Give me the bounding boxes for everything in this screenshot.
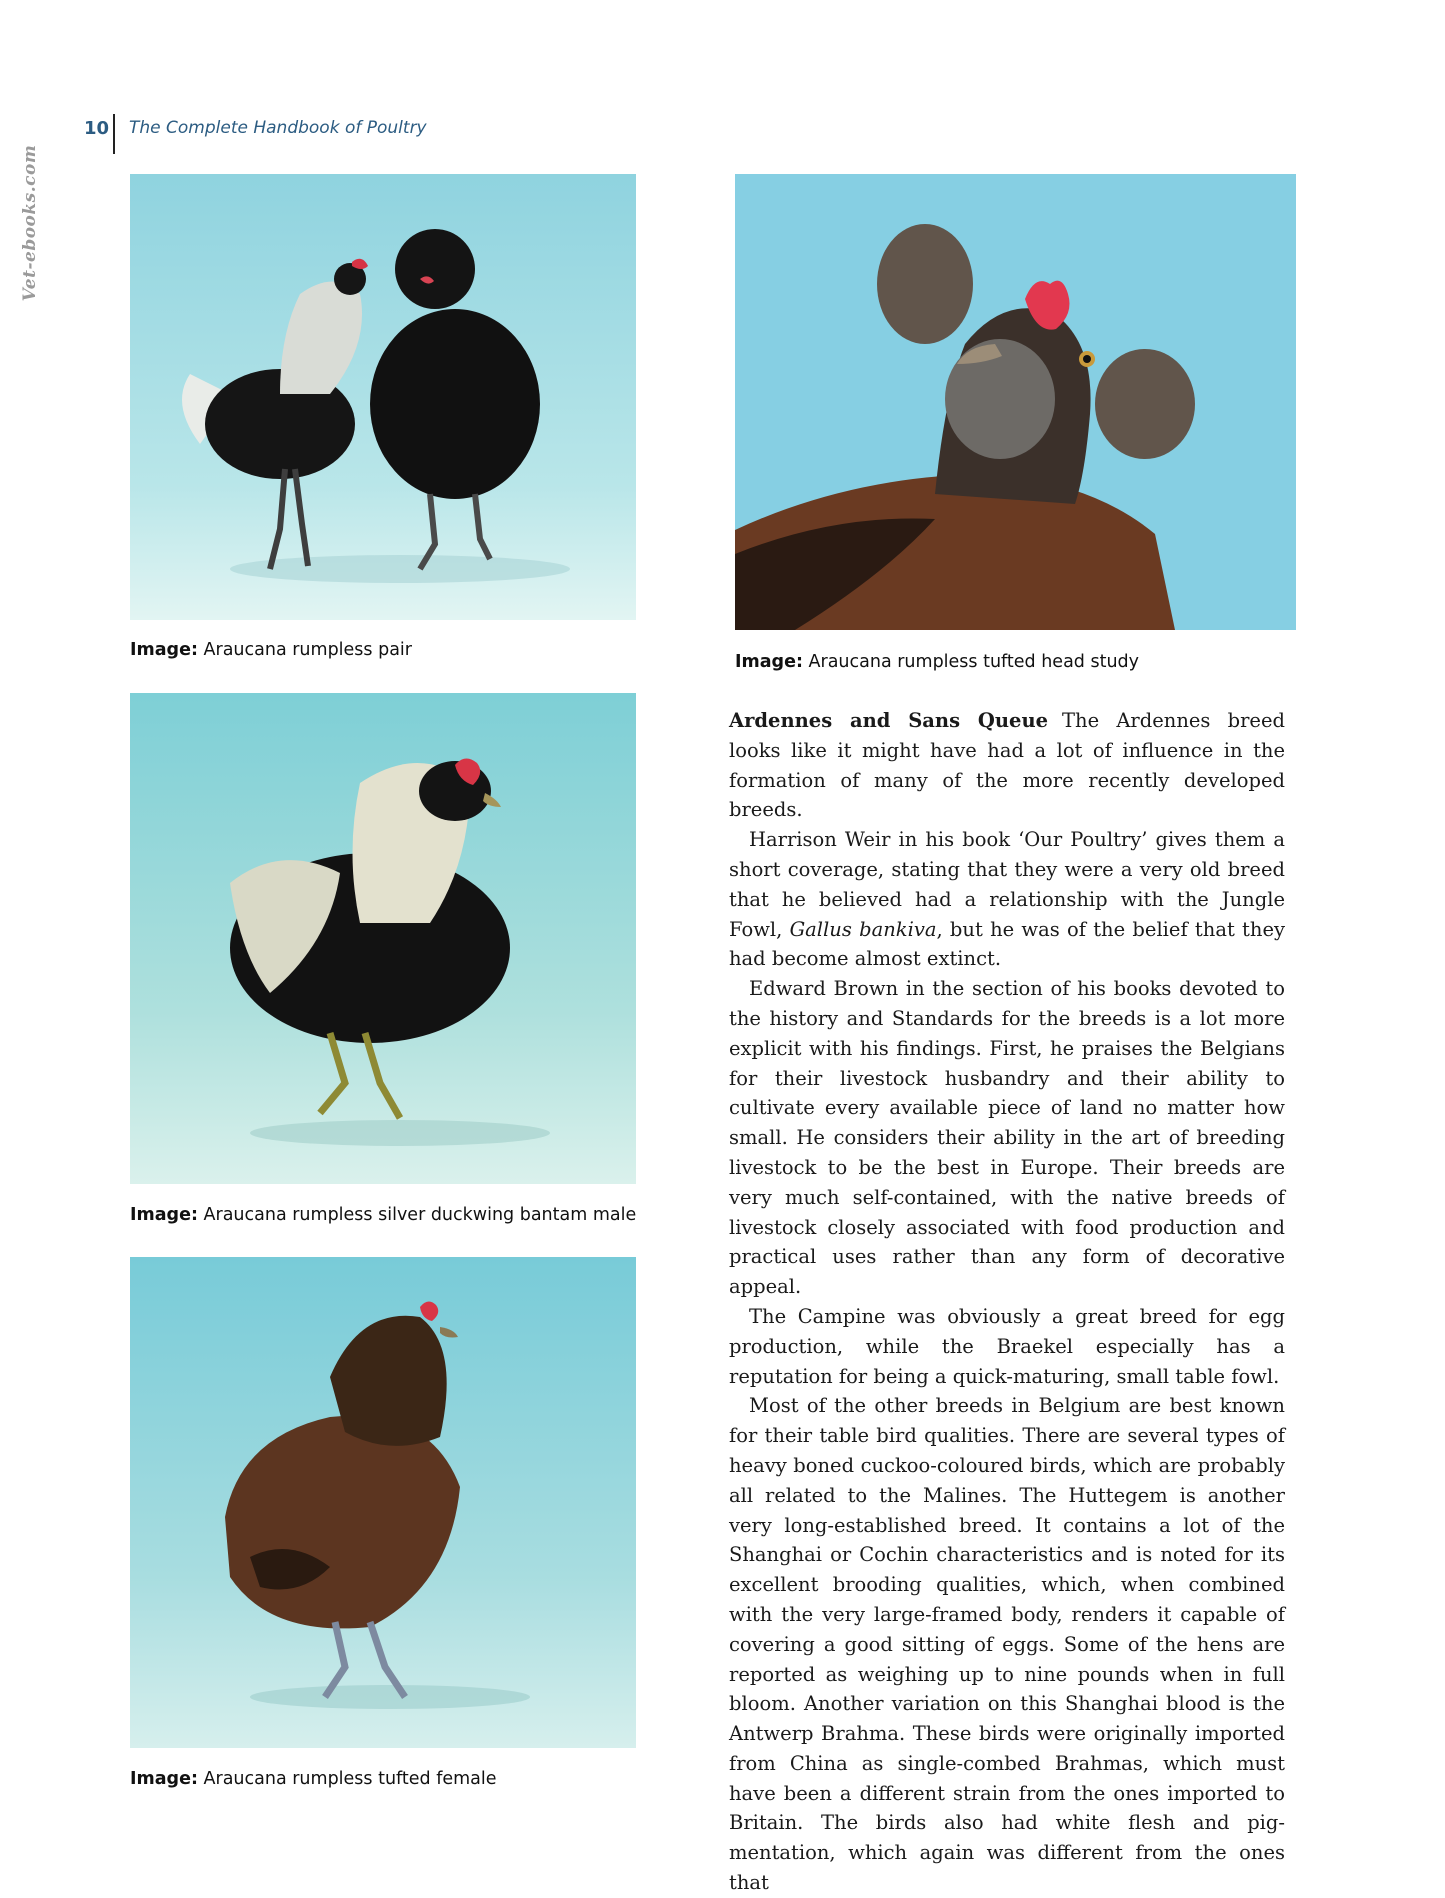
paragraph-text: Harrison Weir in his book ‘Our Poultry’ gives them a short coverage, stating that they were a very old breed that he believed had a relationship with the Jungle Fowl,: [729, 828, 1285, 941]
paragraph-text: The Ardennes breed looks like it might have had a lot of influence in the formation of many of the more recently developed breeds.: [729, 709, 1285, 822]
figure-caption: [735, 652, 1139, 672]
page-number: 10: [84, 118, 110, 139]
paragraph: The Campine was obviously a great breed for egg production, while the Braekel especially has a reputation for being a quick-maturing, small table fowl.: [729, 1304, 1285, 1388]
section-heading: Ardennes and Sans Queue: [729, 709, 1049, 732]
caption-text: Araucana rumpless tufted female: [203, 1769, 497, 1789]
caption-label: Image:: [130, 1205, 198, 1225]
paragraph: [729, 706, 1285, 825]
paragraph: Most of the other breeds in Belgium are best known for their table bird qualities. There are several types of heavy boned cuckoo-coloured birds, which are probably all related to the Malines. The Huttegem is another very long-established breed. It contains a lot of the Shanghai or Cochin characteristics and is noted for its excellent brooding qualities, which, when combined with the very large-framed body, renders it capable of covering a good sitting of eggs. Some of the hens are reported as weighing up to nine pounds when in full bloom. Another variation on this Shanghai blood is the Antwerp Brahma. These birds were originally imported from China as single-combed Brahmas, which must have been a different strain from the ones imported to Britain. The birds also had white flesh and pigmentation, which again was different from the ones that: [729, 1394, 1285, 1895]
figure-caption: [130, 1769, 497, 1789]
caption-text: Araucana rumpless pair: [203, 640, 412, 660]
paragraph: Edward Brown in the section of his books devoted to the history and Standards for the breeds is a lot more explicit with his findings. First, he praises the Belgians for their livestock husbandry and their ability to cultivate every available piece of land no matter how small. He considers their ability in the art of breeding livestock to be the best in Europe. Their breeds are very much self-contained, with the native breeds of livestock closely associated with food production and practical uses rather than any form of decorative appeal.: [729, 977, 1285, 1299]
figure-caption: [130, 640, 412, 660]
caption-text: Araucana rumpless silver duckwing bantam male: [203, 1205, 637, 1225]
header-divider: [113, 114, 115, 154]
species-name: Gallus bankiva: [789, 917, 937, 941]
article-body: [729, 706, 1285, 1898]
paragraph: [729, 825, 1285, 974]
running-title: The Complete Handbook of Poultry: [129, 118, 427, 138]
photo-tufted-female: [130, 1257, 636, 1748]
caption-text: Araucana rumpless tufted head study: [808, 652, 1139, 672]
caption-label: Image:: [130, 640, 198, 660]
figure-caption: [130, 1205, 636, 1225]
watermark-logo: Vet-ebooks.com: [20, 144, 40, 302]
watermark: [14, 144, 46, 302]
photo-rumpless-pair: [130, 174, 636, 620]
caption-label: Image:: [735, 652, 803, 672]
photo-tufted-head-study: [735, 174, 1296, 630]
photo-silver-duckwing-bantam-male: [130, 693, 636, 1184]
paragraph-text: , but he was of the belief that they had become almost extinct.: [729, 917, 1285, 971]
caption-label: Image:: [130, 1769, 198, 1789]
